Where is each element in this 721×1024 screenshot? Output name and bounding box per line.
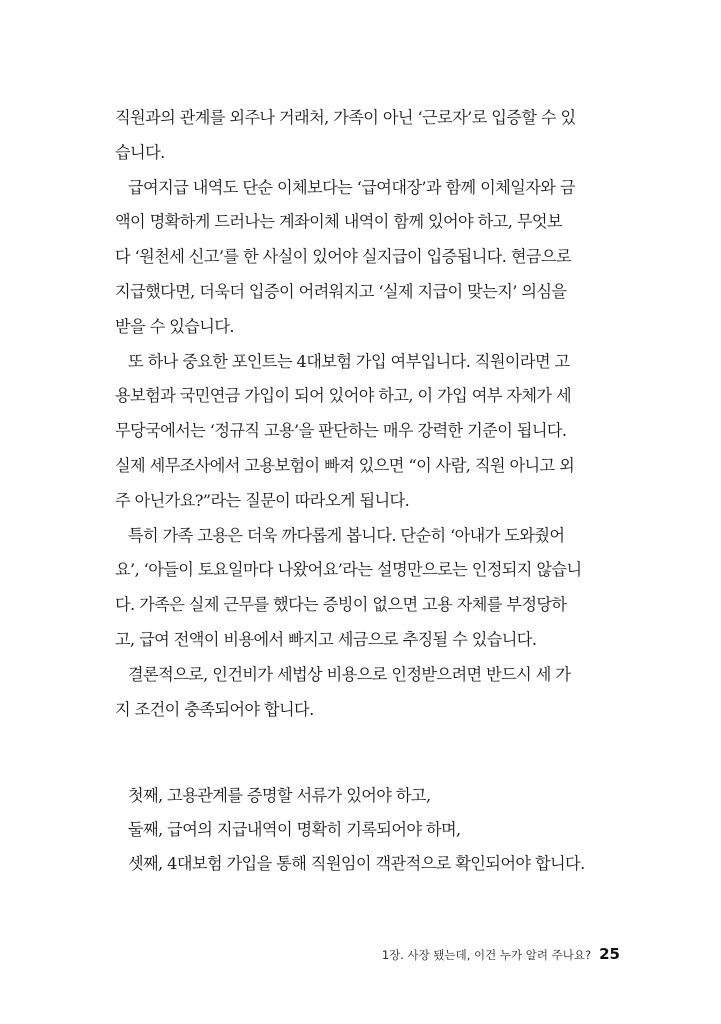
text-line: 직원과의 관계를 외주나 거래처, 가족이 아닌 ‘근로자’로 입증할 수 있 [115, 108, 576, 127]
text-line: 급여지급 내역도 단순 이체보다는 ‘급여대장’과 함께 이체일자와 금 [128, 177, 575, 197]
text-line: 받을 수 있습니다. [115, 316, 234, 336]
page-footer [366, 945, 620, 963]
text-line: 주 아닌가요?”라는 질문이 따라오게 됩니다. [115, 490, 410, 510]
paragraph [115, 345, 617, 519]
text-line: 무당국에서는 ‘정규직 고용’을 판단하는 매우 강력한 기준이 됩니다. [115, 421, 567, 441]
text-line: 지 조건이 충족되어야 합니다. [115, 699, 314, 719]
text-line: 지급했다면, 더욱더 입증이 어려워지고 ‘실제 지급이 맞는지’ 의심을 [115, 281, 567, 301]
list-item: 첫째, 고용관계를 증명할 서류가 있어야 하고, [128, 786, 431, 805]
list-item: 셋째, 4대보험 가입을 통해 직원임이 객관적으로 확인되어야 합니다. [128, 854, 585, 873]
paragraph [115, 171, 617, 345]
text-line: 액이 명확하게 드러나는 계좌이체 내역이 함께 있어야 하고, 무엇보 [115, 212, 562, 232]
text-line: 요’, ‘아들이 토요일마다 나왔어요’라는 설명만으로는 인정되지 않습니 [115, 560, 582, 580]
text-line: 실제 세무조사에서 고용보험이 빠져 있으면 “이 사람, 직원 아니고 외 [115, 455, 575, 475]
text-line: 다 ‘원천세 신고’를 한 사실이 있어야 실지급이 입증됩니다. 현금으로 [115, 247, 572, 267]
paragraph [115, 519, 617, 658]
list-item: 둘째, 급여의 지급내역이 명확히 기록되어야 하며, [128, 820, 461, 839]
paragraph [115, 101, 617, 171]
text-line: 용보험과 국민연금 가입이 되어 있어야 하고, 이 가입 여부 자체가 세 [115, 386, 572, 406]
body-text [115, 101, 617, 727]
text-line: 또 하나 중요한 포인트는 4대보험 가입 여부입니다. 직원이라면 고 [128, 351, 570, 371]
paragraph [115, 658, 617, 728]
text-line: 다. 가족은 실제 근무를 했다는 증빙이 없으면 고용 자체를 부정당하 [115, 595, 567, 615]
condition-list [128, 779, 620, 881]
text-line: 고, 급여 전액이 비용에서 빠지고 세금으로 추징될 수 있습니다. [115, 629, 537, 649]
page-number: 25 [599, 945, 620, 963]
running-header-chapter: 1장. 사장 됐는데, 이건 누가 알려 주나요? [381, 948, 592, 962]
text-line: 특히 가족 고용은 더욱 까다롭게 봅니다. 단순히 ‘아내가 도와줬어 [128, 525, 565, 545]
text-line: 습니다. [115, 142, 165, 162]
text-line: 결론적으로, 인건비가 세법상 비용으로 인정받으려면 반드시 세 가 [128, 664, 571, 684]
